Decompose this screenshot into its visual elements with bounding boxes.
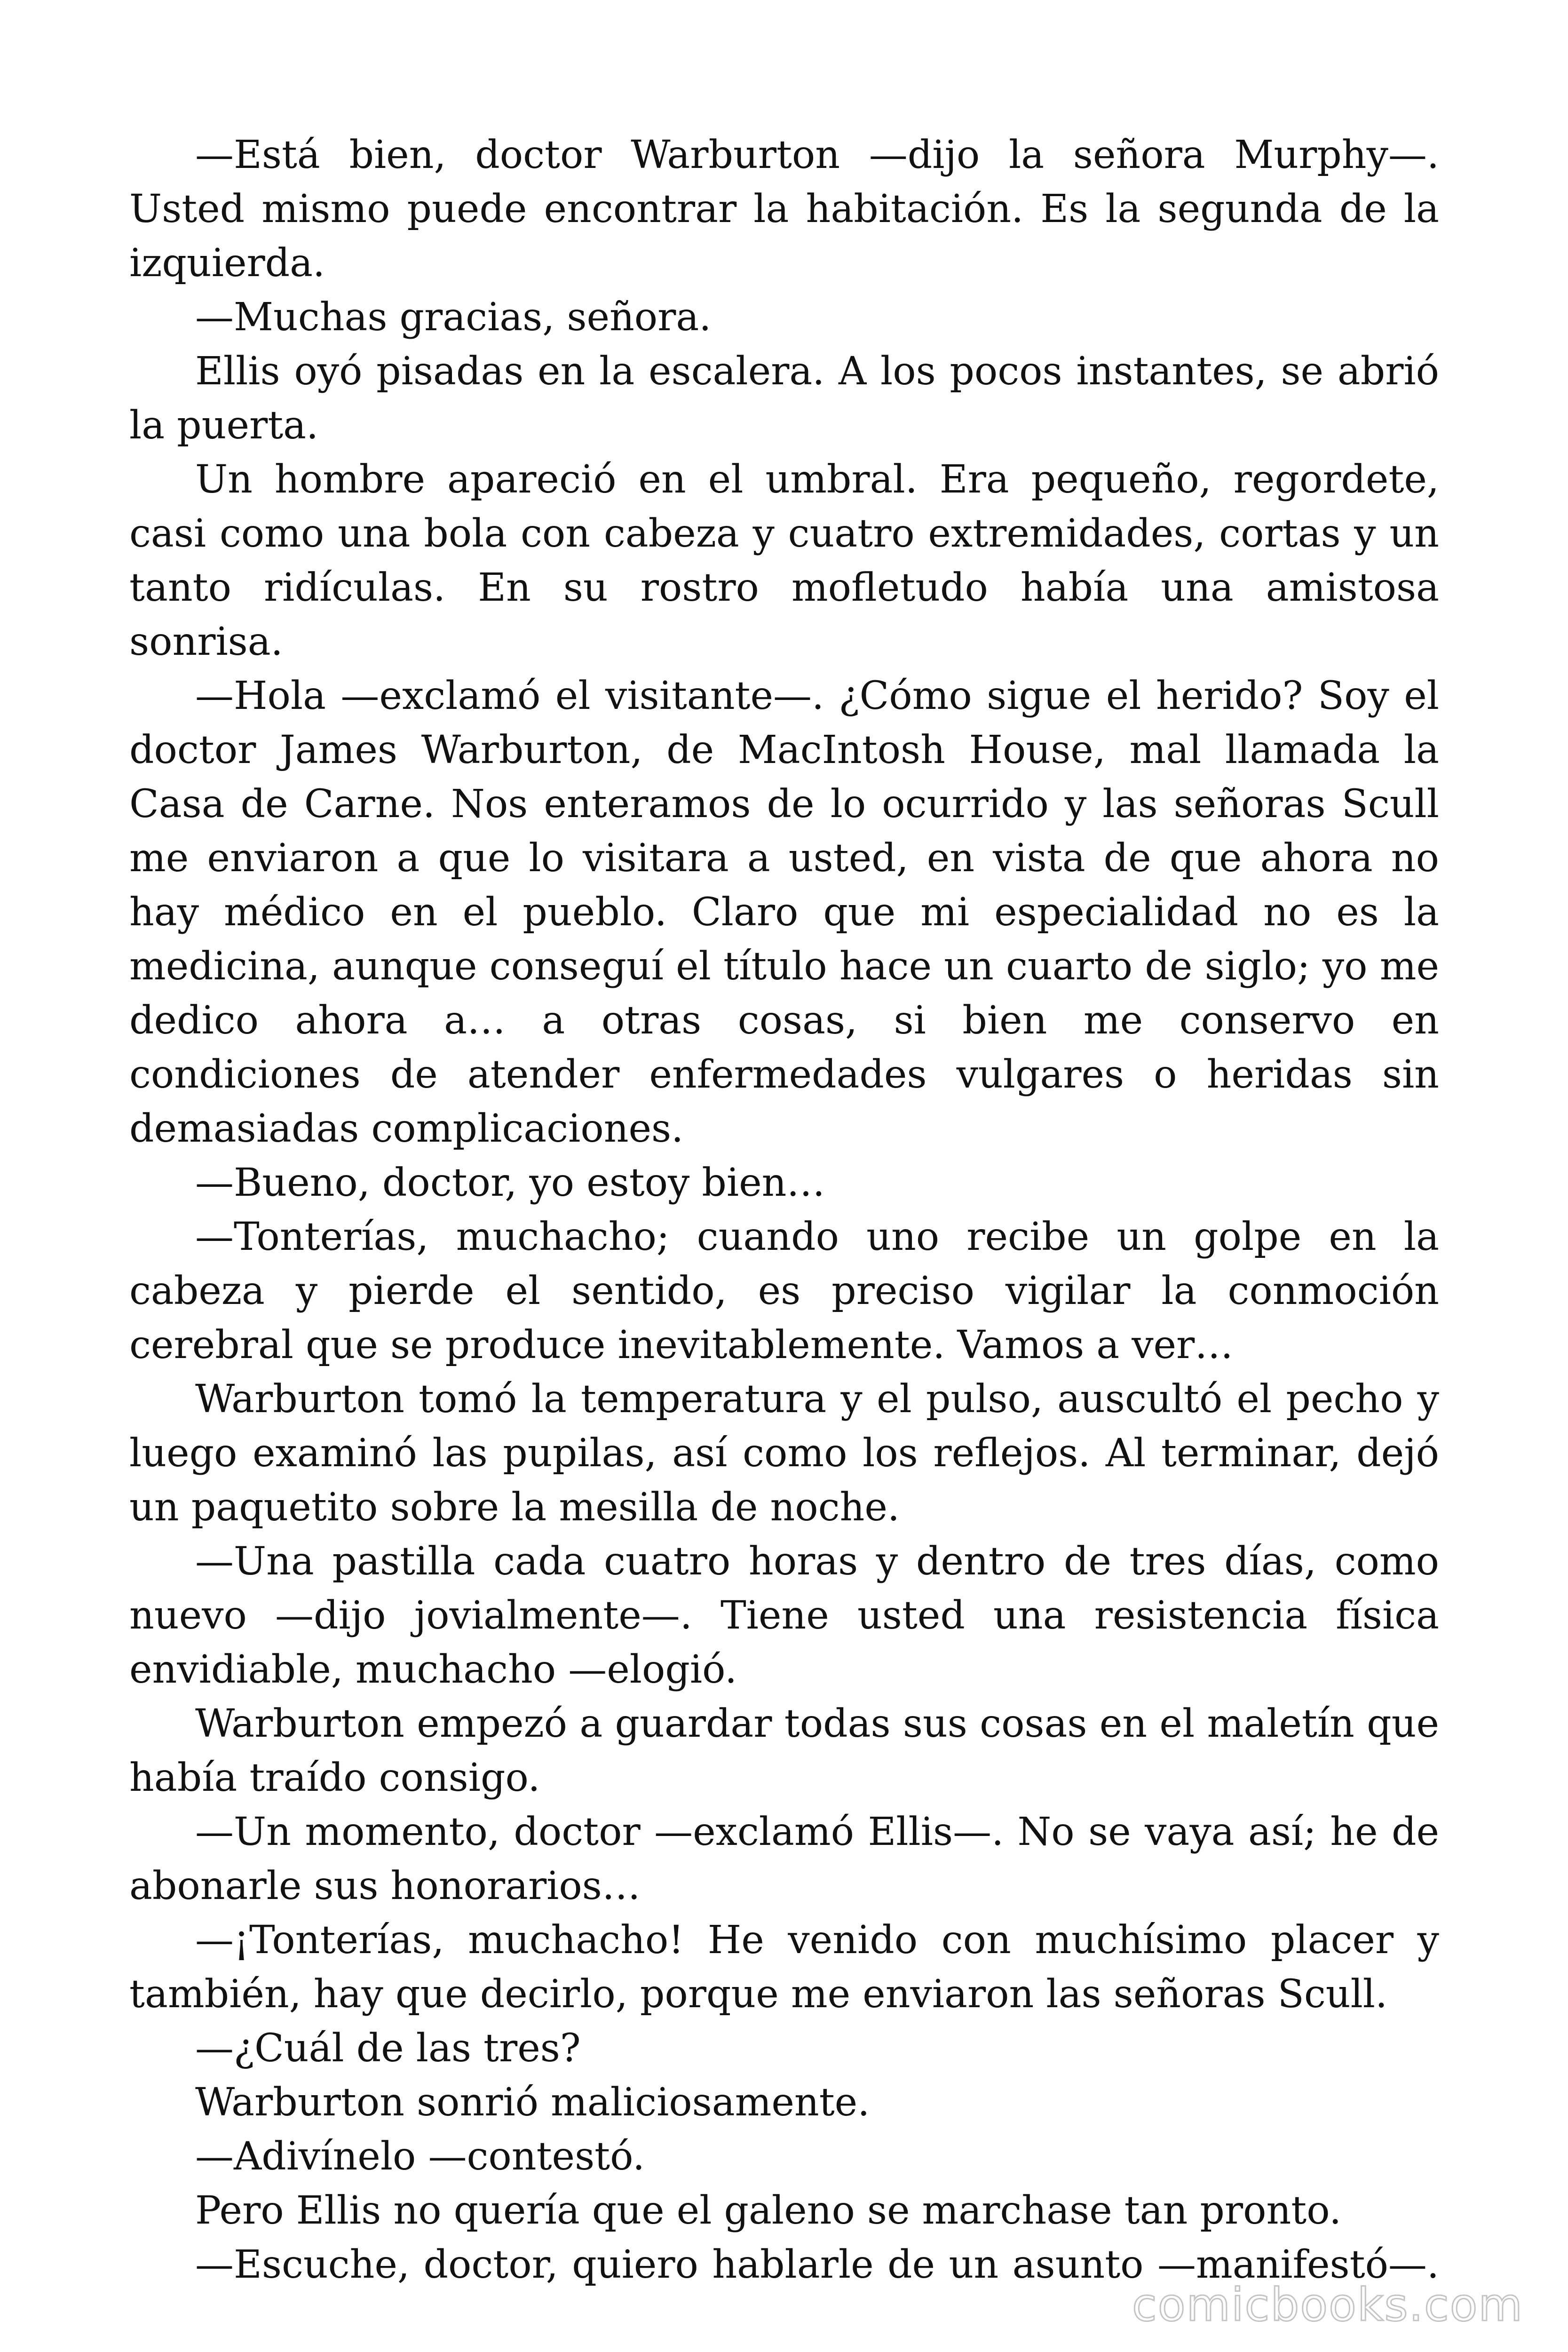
paragraph-13: —¿Cuál de las tres? <box>195 2026 581 2071</box>
paragraph-10: Warburton empezó a guardar todas sus cosas en el maletín que había traído consigo. <box>129 1701 1439 1800</box>
paragraph-1: —Está bien, doctor Warburton —dijo la señora Murphy—. Usted mismo puede encontrar la habitación. Es la segunda de la izquierda. <box>129 133 1439 286</box>
paragraph-15: —Adivínelo —contestó. <box>195 2134 645 2179</box>
paragraph-3: Ellis oyó pisadas en la escalera. A los pocos instantes, se abrió la puerta. <box>129 349 1439 448</box>
paragraph-12: —¡Tonterías, muchacho! He venido con muchísimo placer y también, hay que decirlo, porque me enviaron las señoras Scull. <box>129 1918 1439 2017</box>
watermark-text: comicbooks.com <box>1132 2279 1523 2331</box>
book-page-text <box>129 128 1439 2292</box>
paragraph-9: —Una pastilla cada cuatro horas y dentro de tres días, como nuevo —dijo jovialmente—. Tiene usted una resistencia física envidiable, muchacho —elogió. <box>129 1539 1439 1692</box>
paragraph-6: —Bueno, doctor, yo estoy bien… <box>195 1160 825 1205</box>
paragraph-8: Warburton tomó la temperatura y el pulso, auscultó el pecho y luego examinó las pupilas, así como los reflejos. Al terminar, dejó un paquetito sobre la mesilla de noche. <box>129 1377 1439 1530</box>
paragraph-7: —Tonterías, muchacho; cuando uno recibe un golpe en la cabeza y pierde el sentido, es preciso vigilar la conmoción cerebral que se produce inevitablemente. Vamos a ver… <box>129 1215 1439 1367</box>
paragraph-16: Pero Ellis no quería que el galeno se marchase tan pronto. <box>195 2188 1342 2233</box>
paragraph-11: —Un momento, doctor —exclamó Ellis—. No se vaya así; he de abonarle sus honorarios… <box>129 1810 1439 1908</box>
paragraph-5: —Hola —exclamó el visitante—. ¿Cómo sigue el herido? Soy el doctor James Warburton, de MacIntosh House, mal llamada la Casa de Carne. Nos enteramos de lo ocurrido y las señoras Scull me enviaron a que lo visitara a usted, en vista de que ahora no hay médico en el pueblo. Claro que mi especialidad no es la medicina, aunque conseguí el título hace un cuarto de siglo; yo me dedico ahora a… a otras cosas, si bien me conservo en condiciones de atender enfermedades vulgares o heridas sin demasiadas complicaciones. <box>129 674 1439 1151</box>
paragraph-17: —Escuche, doctor, quiero hablarle de un asunto —manifestó—. <box>195 2242 1439 2287</box>
paragraph-2: —Muchas gracias, señora. <box>195 295 712 340</box>
paragraph-14: Warburton sonrió maliciosamente. <box>195 2080 870 2125</box>
paragraph-4: Un hombre apareció en el umbral. Era pequeño, regordete, casi como una bola con cabeza y cuatro extremidades, cortas y un tanto ridículas. En su rostro mofletudo había una amistosa sonrisa. <box>129 457 1439 664</box>
